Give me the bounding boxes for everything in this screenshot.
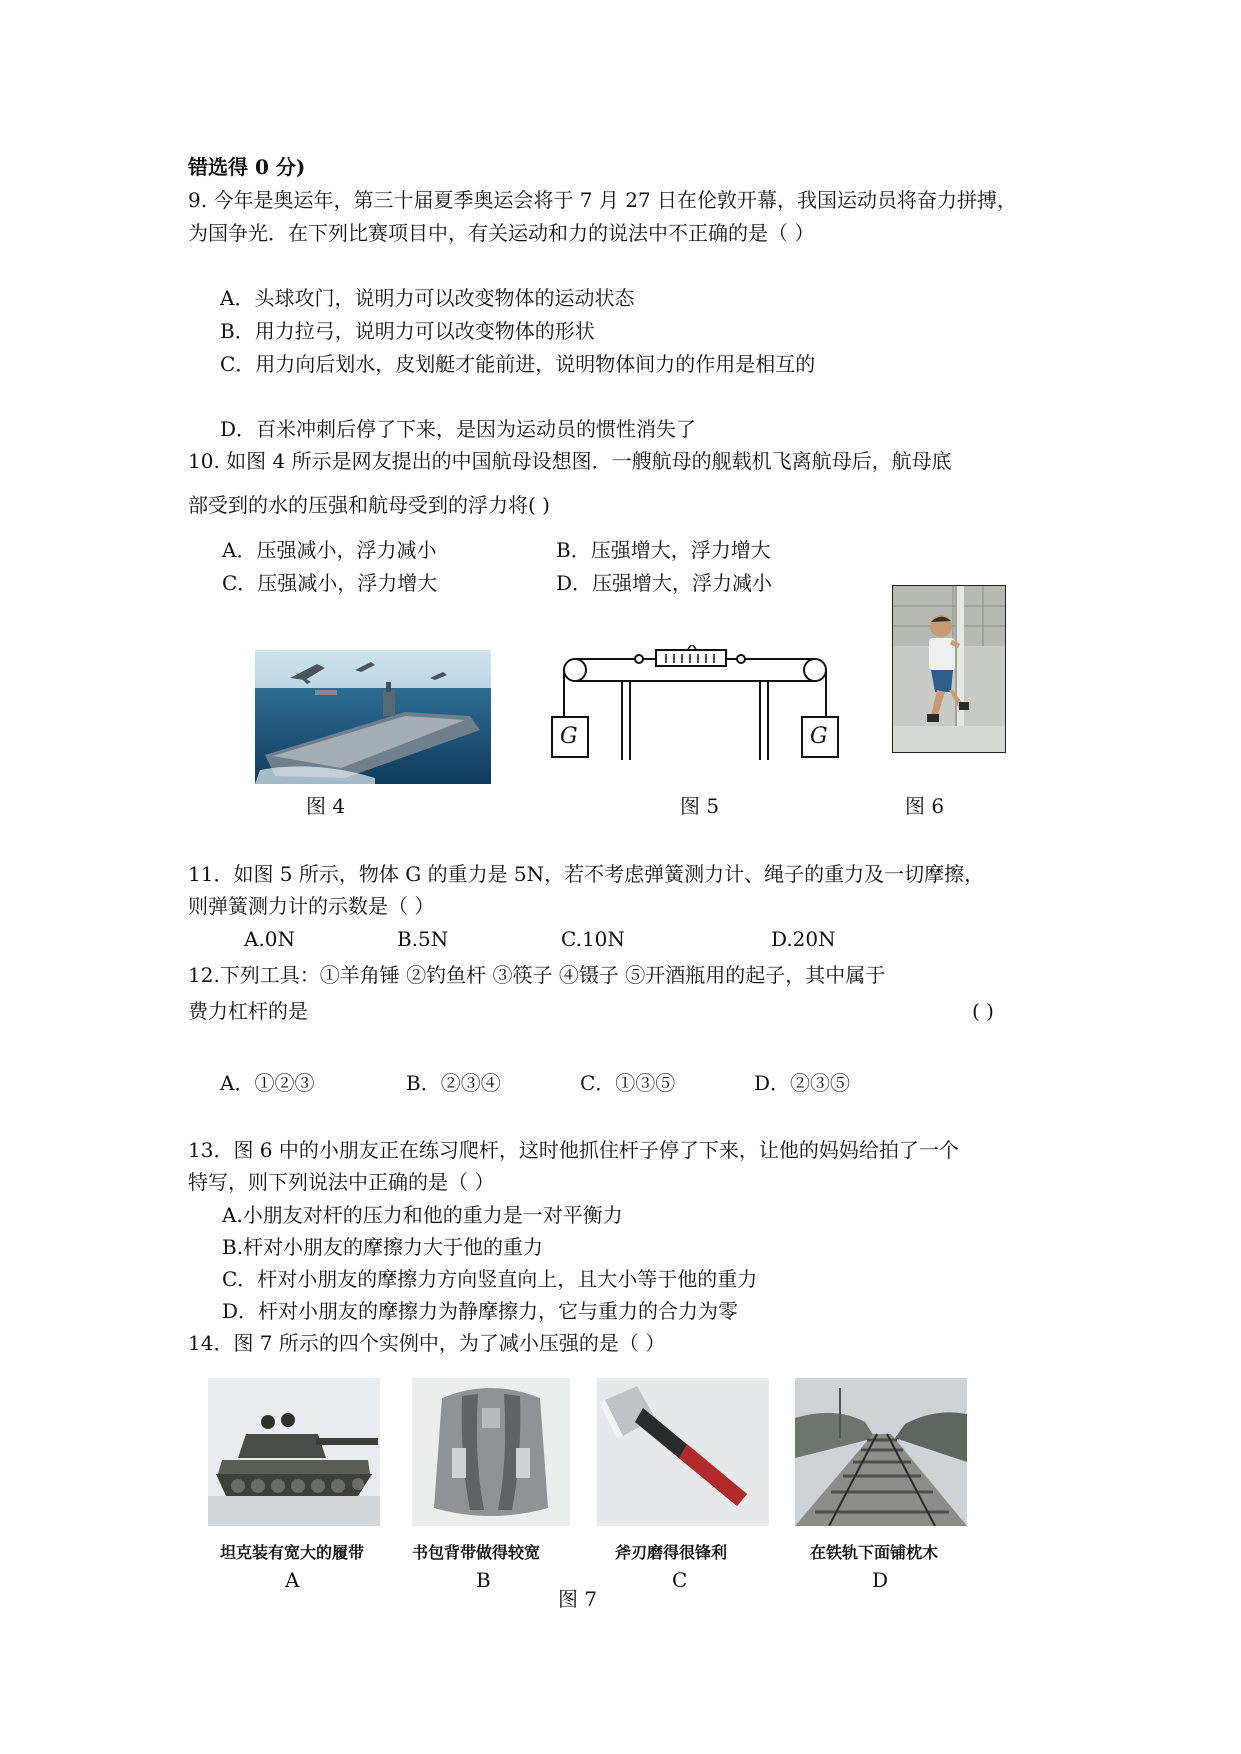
q14-stem-line1: 14．图 7 所示的四个实例中，为了减小压强的是（ ） bbox=[188, 1331, 666, 1355]
q12-stem-line1: 12.下列工具：①羊角锤 ②钓鱼杆 ③筷子 ④镊子 ⑤开酒瓶用的起子，其中属于 bbox=[188, 963, 886, 987]
q13-option-a: A.小朋友对杆的压力和他的重力是一对平衡力 bbox=[222, 1203, 623, 1227]
q13-stem-line2: 特写，则下列说法中正确的是（ ） bbox=[188, 1170, 495, 1194]
weight-g-left-label: G bbox=[560, 724, 578, 749]
figure-4-carrier-image bbox=[255, 650, 491, 784]
figure-7a-tank-image bbox=[208, 1378, 380, 1526]
q12-stem-line2: 费力杠杆的是 bbox=[188, 999, 308, 1023]
figure-7a-caption: 坦克装有宽大的履带 bbox=[220, 1543, 365, 1562]
figure-6-child-climbing-photo bbox=[892, 585, 1006, 753]
q11-stem-line2: 则弹簧测力计的示数是（ ） bbox=[188, 894, 435, 918]
q11-stem-line1: 11．如图 5 所示，物体 G 的重力是 5N，若不考虑弹簧测力计、绳子的重力及一切摩擦， bbox=[188, 862, 985, 886]
figure-7b-caption: 书包背带做得较宽 bbox=[412, 1543, 541, 1562]
q11-option-d: D.20N bbox=[771, 927, 836, 951]
q11-option-a: A.0N bbox=[244, 927, 296, 951]
q9-option-d: D．百米冲刺后停了下来，是因为运动员的惯性消失了 bbox=[220, 417, 697, 441]
q12-answer-paren: ( ) bbox=[972, 999, 994, 1023]
figure-5-caption: 图 5 bbox=[680, 794, 720, 818]
figure-7d-railway-image bbox=[795, 1378, 967, 1526]
q11-option-b: B.5N bbox=[397, 927, 449, 951]
q10-option-d: D．压强增大，浮力减小 bbox=[556, 571, 773, 595]
q10-option-b: B．压强增大，浮力增大 bbox=[556, 538, 771, 562]
q13-option-d: D．杆对小朋友的摩擦力为静摩擦力，它与重力的合力为零 bbox=[222, 1299, 739, 1323]
figure-7c-caption: 斧刃磨得很锋利 bbox=[615, 1543, 728, 1562]
q10-option-a: A．压强减小，浮力减小 bbox=[222, 538, 437, 562]
figure-7d-caption: 在铁轨下面铺枕木 bbox=[810, 1543, 939, 1562]
figure-7d-letter: D bbox=[872, 1568, 889, 1592]
q10-stem-line2: 部受到的水的压强和航母受到的浮力将( ) bbox=[188, 493, 550, 517]
q10-option-c: C．压强减小，浮力增大 bbox=[222, 571, 438, 595]
section-header: 错选得 0 分) bbox=[188, 155, 306, 179]
q13-option-c: C．杆对小朋友的摩擦力方向竖直向上，且大小等于他的重力 bbox=[222, 1267, 758, 1291]
q12-option-a: A．①②③ bbox=[220, 1071, 315, 1095]
q10-stem-line1: 10. 如图 4 所示是网友提出的中国航母设想图．一艘航母的舰载机飞离航母后，航母底 bbox=[188, 449, 952, 473]
figure-7c-letter: C bbox=[672, 1568, 688, 1592]
figure-5-pulley-diagram bbox=[550, 645, 840, 765]
q12-option-b: B．②③④ bbox=[406, 1071, 501, 1095]
q9-option-b: B．用力拉弓，说明力可以改变物体的形状 bbox=[220, 319, 595, 343]
figure-7-caption: 图 7 bbox=[558, 1587, 598, 1611]
q9-option-a: A．头球攻门，说明力可以改变物体的运动状态 bbox=[220, 286, 635, 310]
q12-option-d: D．②③⑤ bbox=[754, 1071, 851, 1095]
q9-stem-line1: 9. 今年是奥运年，第三十届夏季奥运会将于 7 月 27 日在伦敦开幕，我国运动员将奋力拼搏， bbox=[188, 188, 1018, 212]
q11-option-c: C.10N bbox=[561, 927, 625, 951]
q13-option-b: B.杆对小朋友的摩擦力大于他的重力 bbox=[222, 1235, 544, 1259]
figure-7c-axe-image bbox=[597, 1378, 769, 1526]
q9-stem-line2: 为国争光．在下列比赛项目中，有关运动和力的说法中不正确的是（ ） bbox=[188, 221, 815, 245]
q12-option-c: C．①③⑤ bbox=[580, 1071, 676, 1095]
figure-6-caption: 图 6 bbox=[905, 794, 945, 818]
figure-7b-backpack-image bbox=[412, 1378, 570, 1526]
figure-7b-letter: B bbox=[476, 1568, 491, 1592]
figure-7a-letter: A bbox=[285, 1568, 300, 1592]
figure-4-caption: 图 4 bbox=[306, 794, 346, 818]
q9-option-c: C．用力向后划水，皮划艇才能前进，说明物体间力的作用是相互的 bbox=[220, 352, 816, 376]
q13-stem-line1: 13．图 6 中的小朋友正在练习爬杆，这时他抓住杆子停了下来，让他的妈妈给拍了一个 bbox=[188, 1138, 959, 1162]
weight-g-right-label: G bbox=[810, 724, 828, 749]
